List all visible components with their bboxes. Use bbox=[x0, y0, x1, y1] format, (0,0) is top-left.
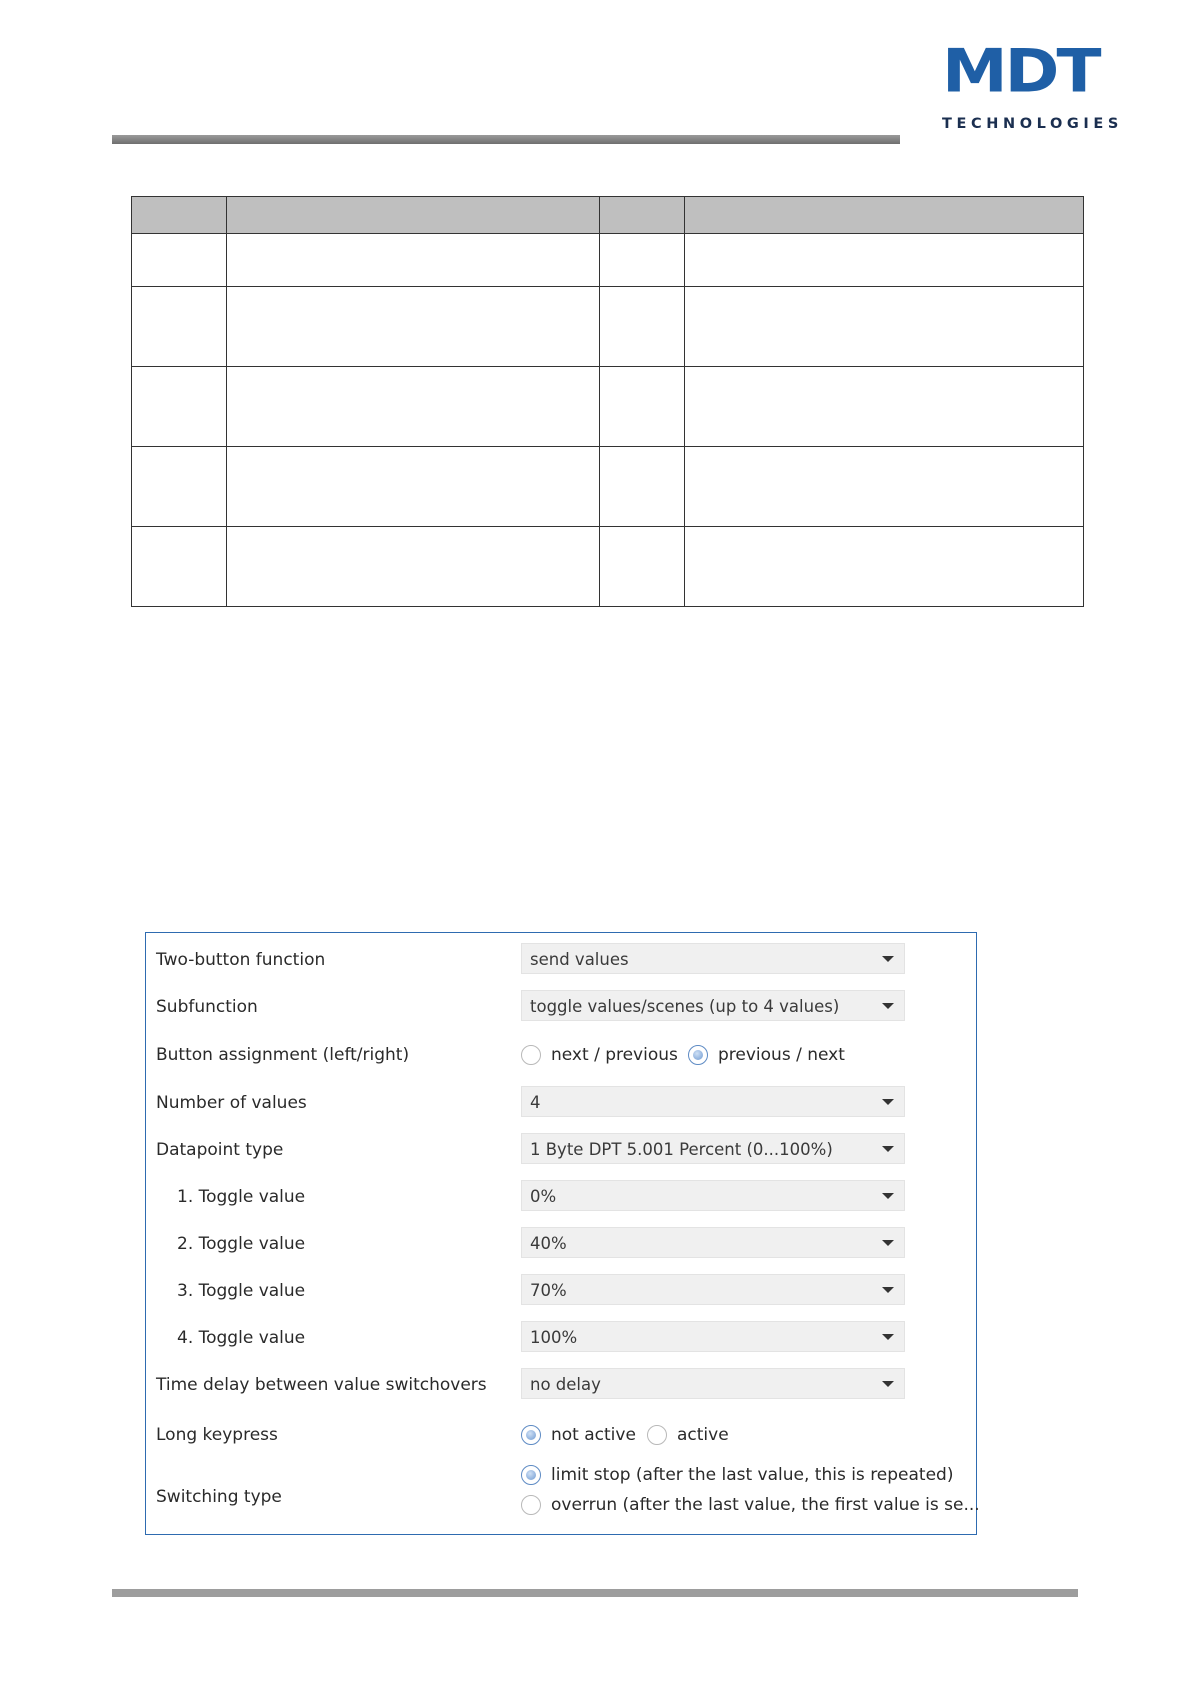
table-header-cell bbox=[227, 197, 600, 234]
table-cell bbox=[132, 234, 227, 287]
logo-word: MDT bbox=[942, 36, 1099, 106]
dropdown-value: 1 Byte DPT 5.001 Percent (0...100%) bbox=[530, 1140, 833, 1159]
table-row bbox=[132, 287, 1084, 367]
table-header-cell bbox=[132, 197, 227, 234]
param-label: Number of values bbox=[156, 1093, 307, 1113]
chevron-down-icon bbox=[882, 1287, 894, 1293]
radio-circle-icon bbox=[521, 1045, 541, 1065]
table-cell bbox=[227, 527, 600, 607]
chevron-down-icon bbox=[882, 1193, 894, 1199]
header-rule bbox=[112, 135, 900, 144]
table-cell bbox=[227, 367, 600, 447]
table-cell bbox=[600, 234, 685, 287]
mdt-logo bbox=[942, 36, 1123, 134]
table-row bbox=[132, 234, 1084, 287]
table-cell bbox=[227, 447, 600, 527]
table-cell bbox=[132, 287, 227, 367]
param-label: Subfunction bbox=[156, 997, 258, 1017]
table-cell bbox=[132, 527, 227, 607]
table-header-cell bbox=[685, 197, 1084, 234]
footer-rule bbox=[112, 1589, 1078, 1597]
radio-circle-icon bbox=[521, 1465, 541, 1485]
radio-circle-icon bbox=[521, 1495, 541, 1515]
dropdown-value: 0% bbox=[530, 1187, 557, 1206]
dropdown-value: send values bbox=[530, 950, 629, 969]
dropdown-value: 4 bbox=[530, 1093, 541, 1112]
table-cell bbox=[685, 234, 1084, 287]
param-label: Button assignment (left/right) bbox=[156, 1045, 410, 1065]
datapoint-type-dropdown[interactable] bbox=[521, 1133, 905, 1164]
table-cell bbox=[227, 234, 600, 287]
chevron-down-icon bbox=[882, 1146, 894, 1152]
subfunction-dropdown[interactable] bbox=[521, 990, 905, 1021]
table-cell bbox=[685, 527, 1084, 607]
radio-label: not active bbox=[551, 1425, 636, 1445]
param-label: Two-button function bbox=[156, 950, 326, 970]
param-label: Switching type bbox=[156, 1487, 282, 1507]
toggle-value-4-dropdown[interactable] bbox=[521, 1321, 905, 1352]
param-label: Time delay between value switchovers bbox=[156, 1375, 487, 1395]
dropdown-value: no delay bbox=[530, 1375, 601, 1394]
table-cell bbox=[132, 447, 227, 527]
chevron-down-icon bbox=[882, 1240, 894, 1246]
radio-label: next / previous bbox=[551, 1045, 678, 1065]
table-header-row bbox=[132, 197, 1084, 234]
chevron-down-icon bbox=[882, 1334, 894, 1340]
table-cell bbox=[227, 287, 600, 367]
table-cell bbox=[685, 367, 1084, 447]
param-label: 1. Toggle value bbox=[177, 1187, 306, 1207]
param-label: 2. Toggle value bbox=[177, 1234, 306, 1254]
radio-label: active bbox=[677, 1425, 729, 1445]
toggle-value-2-dropdown[interactable] bbox=[521, 1227, 905, 1258]
table-cell bbox=[600, 447, 685, 527]
chevron-down-icon bbox=[882, 1381, 894, 1387]
chevron-down-icon bbox=[882, 1003, 894, 1009]
object-table bbox=[131, 196, 1084, 607]
toggle-value-3-dropdown[interactable] bbox=[521, 1274, 905, 1305]
time-delay-dropdown[interactable] bbox=[521, 1368, 905, 1399]
table-cell bbox=[685, 287, 1084, 367]
table-cell bbox=[600, 287, 685, 367]
table-cell bbox=[132, 367, 227, 447]
table-cell bbox=[600, 367, 685, 447]
parameter-panel bbox=[145, 932, 980, 1535]
table-cell bbox=[685, 447, 1084, 527]
two-button-function-dropdown[interactable] bbox=[521, 943, 905, 974]
radio-label: overrun (after the last value, the first value is se... bbox=[551, 1495, 980, 1515]
param-label: Datapoint type bbox=[156, 1140, 284, 1160]
dropdown-value: 40% bbox=[530, 1234, 567, 1253]
toggle-value-1-dropdown[interactable] bbox=[521, 1180, 905, 1211]
chevron-down-icon bbox=[882, 1099, 894, 1105]
radio-circle-icon bbox=[521, 1425, 541, 1445]
table-header-cell bbox=[600, 197, 685, 234]
chevron-down-icon bbox=[882, 956, 894, 962]
param-label: 3. Toggle value bbox=[177, 1281, 306, 1301]
radio-label: previous / next bbox=[718, 1045, 845, 1065]
logo-subtitle: TECHNOLOGIES bbox=[942, 116, 1123, 132]
dropdown-value: 100% bbox=[530, 1328, 578, 1347]
table-row bbox=[132, 447, 1084, 527]
dropdown-value: 70% bbox=[530, 1281, 567, 1300]
number-of-values-dropdown[interactable] bbox=[521, 1086, 905, 1117]
dropdown-value: toggle values/scenes (up to 4 values) bbox=[530, 997, 840, 1016]
radio-circle-icon bbox=[688, 1045, 708, 1065]
param-label: Long keypress bbox=[156, 1425, 278, 1445]
table-cell bbox=[600, 527, 685, 607]
radio-label: limit stop (after the last value, this is repeated) bbox=[551, 1465, 954, 1485]
table-row bbox=[132, 527, 1084, 607]
param-label: 4. Toggle value bbox=[177, 1328, 306, 1348]
radio-circle-icon bbox=[647, 1425, 667, 1445]
table-row bbox=[132, 367, 1084, 447]
